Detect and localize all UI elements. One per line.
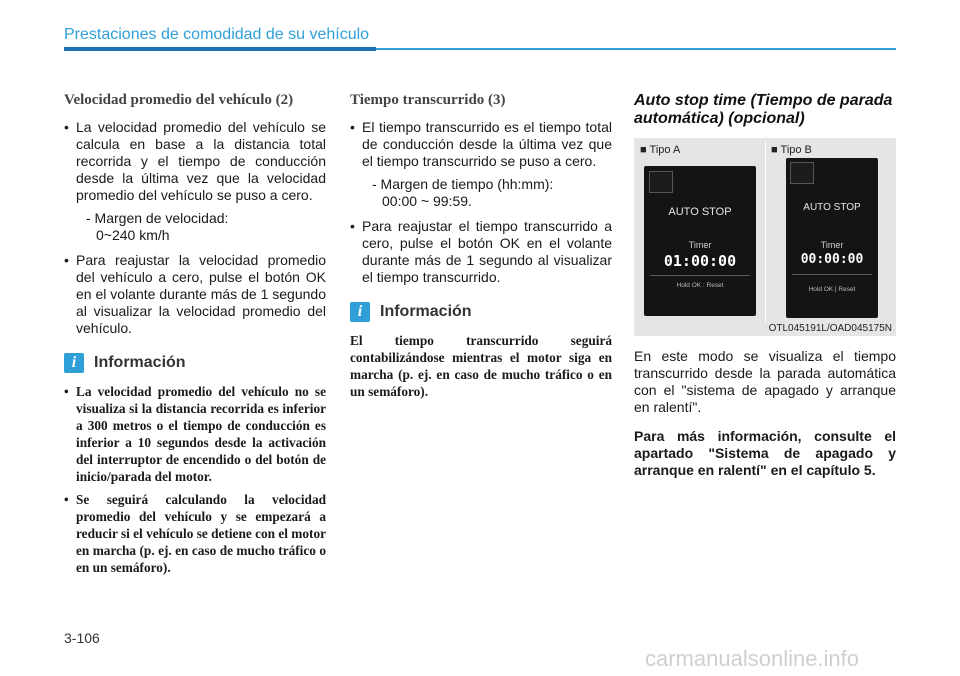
speed-range — [76, 210, 326, 244]
average-speed-bullet-1: La velocidad promedio del vehículo se calcula en base a la distancia total recorrida y el tiempo de conducción desde la última vez que la velocidad promedio del vehículo se puso a cero. — [76, 119, 326, 203]
figure-code: OTL045191L/OAD045175N — [768, 323, 892, 334]
timer-label: Timer — [820, 240, 844, 250]
column-average-speed — [64, 92, 326, 582]
time-range-label: - Margen de tiempo (hh:mm): — [372, 176, 554, 192]
info-icon: i — [350, 302, 370, 322]
type-b-label: ■ Tipo B — [771, 144, 812, 156]
list-item — [350, 119, 612, 210]
auto-stop-title: AUTO STOP — [668, 206, 732, 218]
timer-value: 00:00:00 — [800, 252, 864, 267]
corner-square — [790, 162, 814, 184]
header-rule-light — [376, 48, 896, 50]
average-speed-heading: Velocidad promedio del vehículo (2) — [64, 92, 294, 108]
info-list — [64, 383, 326, 576]
column-elapsed-time — [350, 92, 612, 400]
time-range-value: 00:00 ~ 99:59. — [382, 193, 472, 209]
corner-square — [649, 171, 673, 193]
info-text: El tiempo transcurrido seguirá contabilizándose mientras el motor siga en marcha (p. ej. en caso de mucho tráfico o en un semáforo). — [350, 333, 612, 399]
auto-stop-title: AUTO STOP — [803, 202, 861, 213]
figure-divider — [765, 142, 766, 322]
info-box-header — [64, 353, 326, 373]
screen-divider — [650, 275, 750, 276]
screen-type-a — [644, 166, 756, 316]
watermark: carmanualsonline.info — [645, 646, 860, 671]
elapsed-time-heading: Tiempo transcurrido (3) — [350, 92, 506, 108]
list-item — [64, 252, 326, 337]
average-speed-list — [64, 119, 326, 337]
header-rule-dark — [64, 47, 376, 51]
elapsed-time-bullet-2: Para reajustar el tiempo transcurrido a cero, pulse el botón OK en el volante durante más de 1 segundo al visualizar el tiempo transcurrido. — [362, 218, 612, 285]
time-range — [362, 176, 612, 210]
column-auto-stop-time — [634, 92, 896, 479]
auto-stop-body: En este modo se visualiza el tiempo transcurrido desde la parada automática con el "sistema de apagado y arranque en ralentí". — [634, 348, 896, 415]
section-title: Prestaciones de comodidad de su vehículo — [64, 26, 370, 43]
list-item — [64, 119, 326, 244]
hold-reset-text: Hold OK : Reset — [676, 282, 724, 289]
timer-value: 01:00:00 — [663, 252, 737, 270]
info-icon: i — [64, 353, 84, 373]
type-a-label: ■ Tipo A — [640, 144, 680, 156]
elapsed-time-bullet-1: El tiempo transcurrido es el tiempo total de conducción desde la última vez que el tiempo transcurrido se puso a cero. — [362, 119, 612, 169]
list-item — [350, 218, 612, 286]
auto-stop-note: Para más información, consulte el apartado "Sistema de apagado y arranque en ralentí" en el capítulo 5. — [634, 428, 896, 478]
auto-stop-heading: Auto stop time (Tiempo de parada automática) (opcional) — [634, 92, 893, 127]
screen-divider — [792, 274, 872, 275]
hold-reset-text: Hold OK | Reset — [808, 286, 856, 293]
list-item: • La velocidad promedio del vehículo no se visualiza si la distancia recorrida es inferior a 300 metros o el tiempo de conducción es inferior a 10 segundos desde la activación del interruptor de encendido o del botón de inicio/parada del motor. — [64, 383, 326, 485]
speed-range-value: 0~240 km/h — [96, 227, 170, 243]
timer-label: Timer — [688, 240, 712, 250]
screen-type-b — [786, 158, 878, 318]
average-speed-bullet-2: Para reajustar la velocidad promedio del vehículo a cero, pulse el botón OK en el volante durante más de 1 segundo al visualizar la velocidad promedio del vehículo. — [76, 252, 326, 336]
speed-range-label: - Margen de velocidad: — [86, 210, 229, 226]
info-title: Información — [380, 303, 472, 320]
elapsed-time-list — [350, 119, 612, 286]
info-box-header — [350, 302, 612, 322]
page-number: 3-106 — [64, 630, 100, 646]
info-title: Información — [94, 354, 186, 371]
list-item: • Se seguirá calculando la velocidad promedio del vehículo y se empezará a reducir si el vehículo se detiene con el motor en marcha (p. ej. en caso de mucho tráfico o en un semáforo). — [64, 491, 326, 576]
cluster-display-figure — [634, 138, 896, 336]
